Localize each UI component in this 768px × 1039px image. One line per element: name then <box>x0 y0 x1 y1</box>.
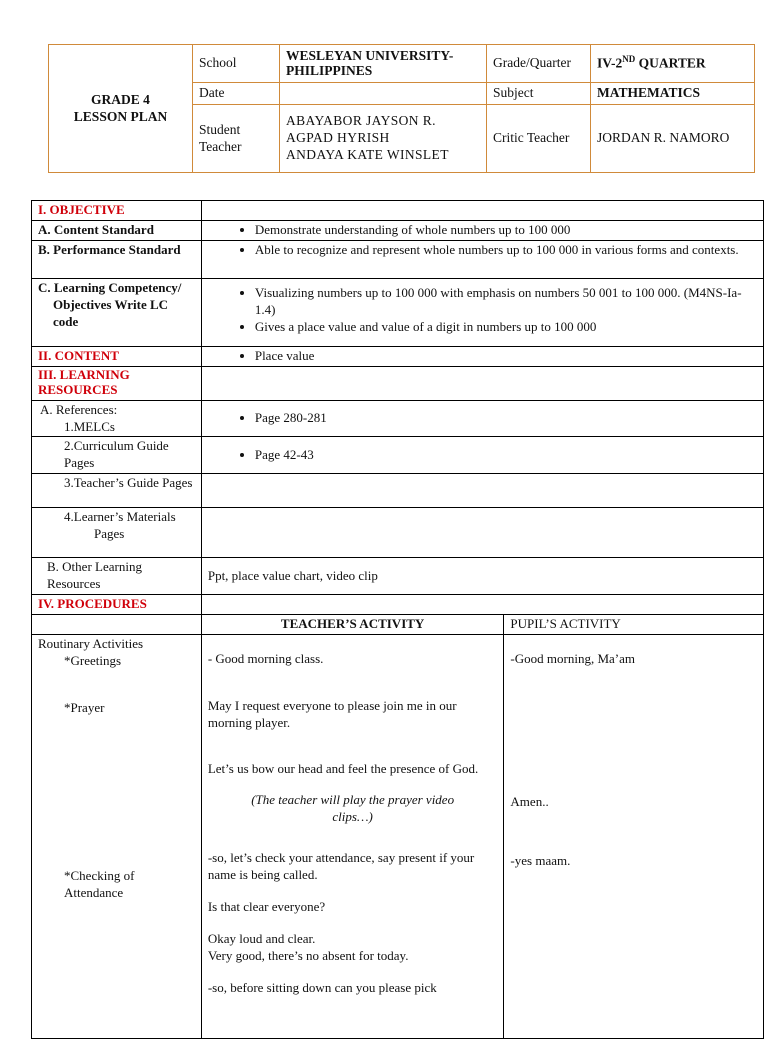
student-teachers-value <box>280 105 487 173</box>
teacher-attendance-5: -so, before sitting down can you please pick <box>207 979 437 995</box>
attendance-label: *Checking of Attendance <box>64 868 135 901</box>
objective-empty <box>201 201 763 221</box>
references-label: A. References: 1.MELCs <box>32 400 202 437</box>
teachers-guide-empty <box>201 474 763 508</box>
prayer-label: *Prayer <box>64 699 105 715</box>
curriculum-item: • Page 42-43 <box>255 447 757 464</box>
melcs-item: • Page 280-281 <box>255 410 757 427</box>
teacher-attendance-3: Okay loud and clear. <box>207 930 316 946</box>
school-value: WESLEYAN UNIVERSITY-PHILIPPINES <box>280 45 487 83</box>
pupil-activity-header: PUPIL’S ACTIVITY <box>504 614 764 634</box>
other-resources-value: Ppt, place value chart, video clip <box>201 558 763 595</box>
competency-item-1: • Visualizing numbers up to 100 000 with emphasis on numbers 50 001 to 100 000. (M4NS-Ia-1.4) <box>255 285 757 319</box>
content-standard-label: A. Content Standard <box>32 220 202 240</box>
learners-materials-empty <box>201 508 763 558</box>
learners-materials-label: 4.Learner’s Materials Pages <box>32 508 202 558</box>
procedures-heading: IV. PROCEDURES <box>32 595 202 615</box>
student-teacher-3: ANDAYA KATE WINSLET <box>286 146 449 162</box>
learning-resources-heading: III. LEARNING RESOURCES <box>32 366 202 400</box>
school-label: School <box>193 45 280 83</box>
student-teacher-label: Student Teacher <box>193 105 280 173</box>
pupil-amen: Amen.. <box>510 793 549 809</box>
performance-standard-cell <box>201 240 763 278</box>
melcs-cell <box>201 400 763 437</box>
critic-teacher-value: JORDAN R. NAMORO <box>591 105 755 173</box>
student-teacher-2: AGPAD HYRISH <box>286 130 390 146</box>
pupil-activity-cell <box>504 634 764 1038</box>
content-standard-cell <box>201 220 763 240</box>
other-resources-label: B. Other Learning Resources <box>32 558 202 595</box>
competency-item-2: • Gives a place value and value of a digit in numbers up to 100 000 <box>255 319 757 336</box>
teacher-attendance-2: Is that clear everyone? <box>207 898 326 914</box>
learning-resources-empty <box>201 366 763 400</box>
teacher-prayer-note: (The teacher will play the prayer video clips…) <box>251 792 455 825</box>
content-standard-item: • Demonstrate understanding of whole numbers up to 100 000 <box>255 222 757 239</box>
teacher-prayer-bow: Let’s us bow our head and feel the presence of God. <box>207 761 479 777</box>
teacher-attendance-4: Very good, there’s no absent for today. <box>207 947 409 963</box>
teacher-attendance-1: -so, let’s check your attendance, say present if your name is being called. <box>207 850 475 883</box>
activity-header-empty <box>32 614 202 634</box>
pupil-yes: -yes maam. <box>510 852 571 868</box>
performance-standard-item: • Able to recognize and represent whole numbers up to 100 000 in various forms and contexts. <box>255 242 757 259</box>
greetings-label: *Greetings <box>64 652 122 668</box>
lesson-plan-title: LESSON PLAN <box>73 108 168 124</box>
routinary-label: Routinary Activities <box>38 635 144 651</box>
teachers-guide-label: 3.Teacher’s Guide Pages <box>32 474 202 508</box>
competency-cell <box>201 278 763 346</box>
student-teacher-1: ABAYABOR JAYSON R. <box>286 113 436 129</box>
date-label: Date <box>193 83 280 105</box>
lesson-plan-table <box>31 200 764 1039</box>
curriculum-label: 2.Curriculum Guide Pages <box>32 437 202 474</box>
teacher-activity-cell <box>201 634 504 1038</box>
routinary-cell <box>32 634 202 1038</box>
competency-label: C. Learning Competency/ Objectives Write LC code <box>32 278 202 346</box>
critic-teacher-label: Critic Teacher <box>487 105 591 173</box>
content-cell <box>201 346 763 366</box>
content-heading: II. CONTENT <box>32 346 202 366</box>
grade-quarter-label: Grade/Quarter <box>487 45 591 83</box>
content-item: • Place value <box>255 348 757 365</box>
subject-value: MATHEMATICS <box>591 83 755 105</box>
performance-standard-label: B. Performance Standard <box>32 240 202 278</box>
grade-lesson-plan-cell <box>49 45 193 173</box>
teacher-prayer-request: May I request everyone to please join me in our morning player. <box>207 697 457 730</box>
teacher-greeting: - Good morning class. <box>207 650 324 666</box>
procedures-empty <box>201 595 763 615</box>
grade-quarter-value: IV-2ND QUARTER <box>591 45 755 83</box>
header-table <box>48 44 755 173</box>
teacher-activity-header: TEACHER’S ACTIVITY <box>201 614 504 634</box>
objective-heading: I. OBJECTIVE <box>32 201 202 221</box>
grade-title: GRADE 4 <box>91 91 150 107</box>
date-value <box>280 83 487 105</box>
subject-label: Subject <box>487 83 591 105</box>
pupil-greeting: -Good morning, Ma’am <box>510 650 635 666</box>
curriculum-cell <box>201 437 763 474</box>
